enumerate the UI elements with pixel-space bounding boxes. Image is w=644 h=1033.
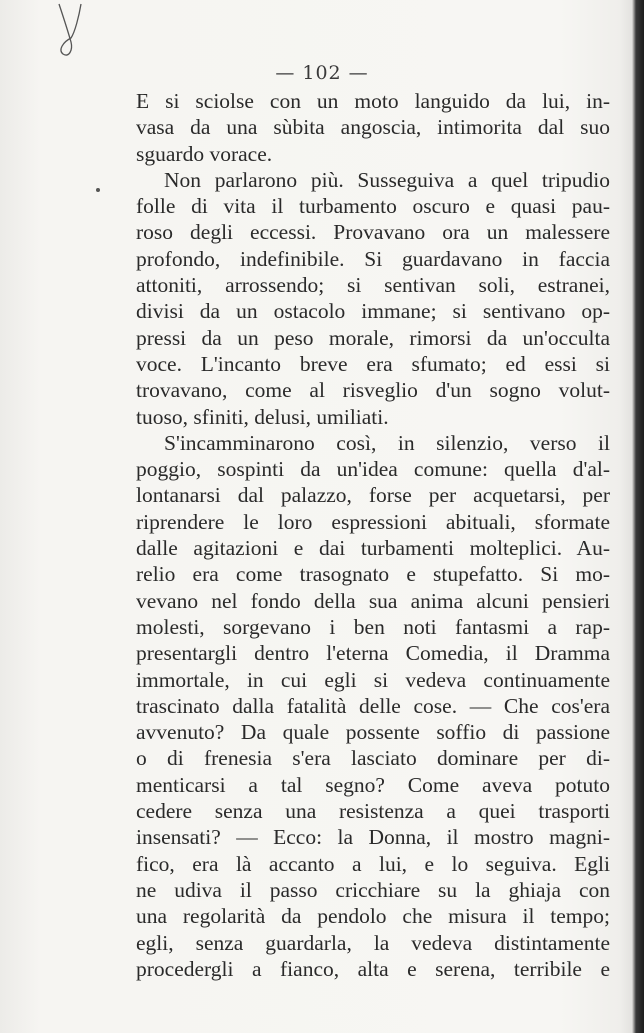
text-line: relio era come trasognato e stupefatto. Si mo- (136, 562, 610, 587)
text-line: presentargli dentro l'eterna Comedia, il Dramma (136, 641, 610, 666)
text-line: ne udiva il passo cricchiare su la ghiaja con (136, 877, 610, 902)
text-line: S'incamminarono così, in silenzio, verso il (164, 430, 610, 455)
text-line: roso degli eccessi. Provavano ora un malessere (136, 220, 610, 245)
text-line: una regolarità da pendolo che misura il tempo; (136, 904, 610, 929)
text-line: menticarsi a tal segno? Come aveva potuto (136, 772, 610, 797)
text-line: profondo, indefinibile. Si guardavano in faccia (136, 246, 610, 271)
handwritten-mark (55, 2, 85, 60)
text-line: trascinato dalla fatalità delle cose. — Che cos'era (136, 693, 610, 718)
text-line: trovavano, come al risveglio d'un sogno volut- (136, 378, 610, 403)
text-line: immortale, in cui egli si vedeva continuamente (136, 667, 610, 692)
text-line: vevano nel fondo della sua anima alcuni pensieri (136, 588, 610, 613)
text-line: fico, era là accanto a lui, e lo seguiva. Egli (136, 851, 610, 876)
text-line: sguardo vorace. (136, 141, 273, 166)
text-line: lontanarsi dal palazzo, forse per acquetarsi, per (136, 483, 610, 508)
text-line: voce. L'incanto breve era sfumato; ed essi si (136, 351, 610, 376)
text-line: poggio, sospinti da un'idea comune: quella d'al- (136, 457, 610, 482)
body-text (136, 88, 610, 982)
margin-dot (96, 188, 100, 192)
text-line: divisi da un ostacolo immane; si sentivano op- (136, 299, 610, 324)
text-line: tuoso, sfiniti, delusi, umiliati. (136, 404, 389, 429)
text-line: E si sciolse con un moto languido da lui, in- (136, 89, 610, 113)
text-line: riprendere le loro espressioni abituali, sformate (136, 509, 610, 534)
text-line: o di frenesia s'era lasciato dominare per di- (136, 746, 610, 771)
text-line: egli, senza guardarla, la vedeva distintamente (136, 930, 610, 955)
text-line: dalle agitazioni e dai turbamenti molteplici. Au- (136, 536, 610, 561)
text-line: attoniti, arrossendo; si sentivan soli, estranei, (136, 273, 610, 298)
text-line: insensati? — Ecco: la Donna, il mostro magni- (136, 825, 610, 850)
text-line: procedergli a fianco, alta e serena, terribile e (136, 956, 610, 981)
text-line: cedere senza una resistenza a quei trasporti (136, 799, 610, 824)
page-number: — 102 — (275, 62, 369, 84)
text-line: vasa da una sùbita angoscia, intimorita dal suo (136, 115, 610, 140)
text-line: avvenuto? Da quale possente soffio di passione (136, 720, 610, 745)
text-line: Non parlarono più. Susseguiva a quel tripudio (164, 167, 610, 192)
text-line: pressi da un peso morale, rimorsi da un'occulta (136, 325, 610, 350)
text-line: molesti, sorgevano i ben noti fantasmi a rap- (136, 614, 610, 639)
text-line: folle di vita il turbamento oscuro e quasi pau- (136, 194, 610, 219)
